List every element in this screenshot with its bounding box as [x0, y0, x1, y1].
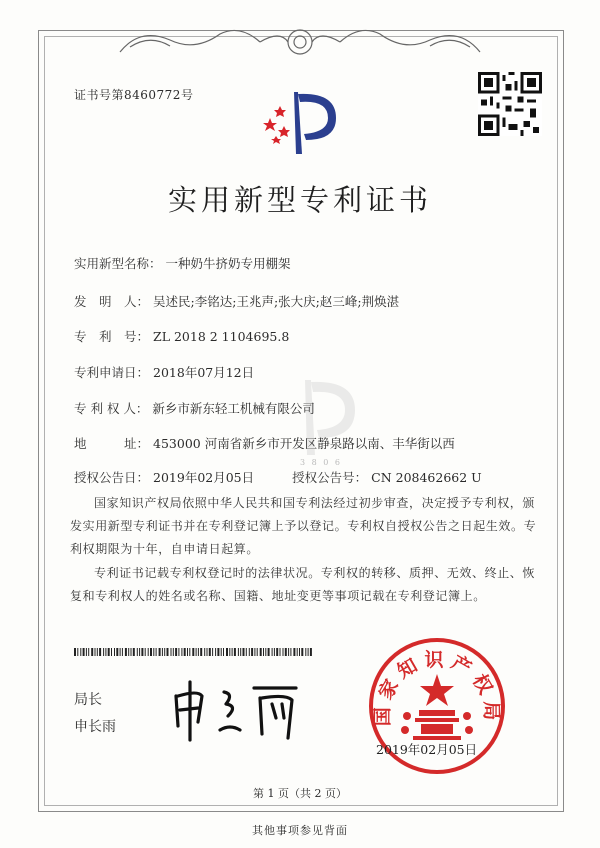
- grant-pub-value: CN 208462662 U: [371, 470, 482, 485]
- watermark-text: 3 8 0 6: [300, 458, 342, 467]
- field-value: 2018年07月12日: [153, 365, 255, 380]
- signatory-name: 申长雨: [74, 719, 116, 735]
- field-value: 吴述民;李铭达;王兆声;张大庆;赵三峰;荆焕湛: [153, 294, 400, 309]
- field-utility-model-name: [74, 254, 291, 272]
- signatory-title: 局长: [74, 692, 102, 708]
- field-label: 地 址：: [74, 436, 150, 451]
- field-label: 专利申请日：: [74, 365, 150, 380]
- grant-date-value: 2019年02月05日: [153, 470, 255, 485]
- handwritten-signature: [168, 674, 308, 744]
- statement-paragraph-2: 专利证书记载专利权登记时的法律状况。专利权的转移、质押、无效、终止、恢复和专利权人的姓名或名称、国籍、地址变更等事项记载在专利登记簿上。: [70, 566, 536, 603]
- barcode-icon: [74, 648, 314, 656]
- footer-note: 其他事项参见背面: [252, 824, 348, 837]
- field-label: 专 利 号：: [74, 329, 150, 344]
- watermark-logo-icon: [285, 370, 365, 460]
- field-patentee: [74, 399, 315, 417]
- statement-paragraph-1: 国家知识产权局依照中华人民共和国专利法经过初步审查，决定授予专利权，颁发实用新型专利证书并在专利登记簿上予以登记。专利权自授权公告之日起生效。专利权期限为十年，自申请日起算。: [70, 496, 537, 556]
- field-grant-info: [74, 468, 482, 486]
- seal-date: 2019年02月05日: [376, 742, 478, 757]
- certificate-number: 证书号第8460772号: [74, 88, 194, 102]
- cnipa-logo-icon: [256, 88, 346, 158]
- field-address: [74, 434, 455, 452]
- field-value: 新乡市新东轻工机械有限公司: [152, 401, 315, 416]
- field-value: 一种奶牛挤奶专用棚架: [165, 256, 291, 271]
- grant-date-label: 授权公告日：: [74, 470, 150, 485]
- field-label: 专 利 权 人：: [74, 401, 149, 416]
- field-value: 453000 河南省新乡市开发区静泉路以南、丰华街以西: [153, 436, 455, 451]
- seal-text: 国家知识产权局: [371, 649, 503, 727]
- page-number: 第 1 页（共 2 页）: [253, 787, 347, 800]
- field-label: 发 明 人：: [74, 294, 150, 309]
- certificate-title: 实用新型专利证书: [167, 183, 432, 217]
- field-patent-number: [74, 327, 289, 345]
- qr-code-icon: [478, 72, 542, 136]
- ornament-header: [100, 22, 500, 62]
- field-value: ZL 2018 2 1104695.8: [153, 329, 290, 344]
- field-inventors: [74, 292, 399, 310]
- grant-pub-label: 授权公告号：: [292, 470, 368, 485]
- field-label: 实用新型名称：: [74, 256, 162, 271]
- field-application-date: [74, 363, 254, 381]
